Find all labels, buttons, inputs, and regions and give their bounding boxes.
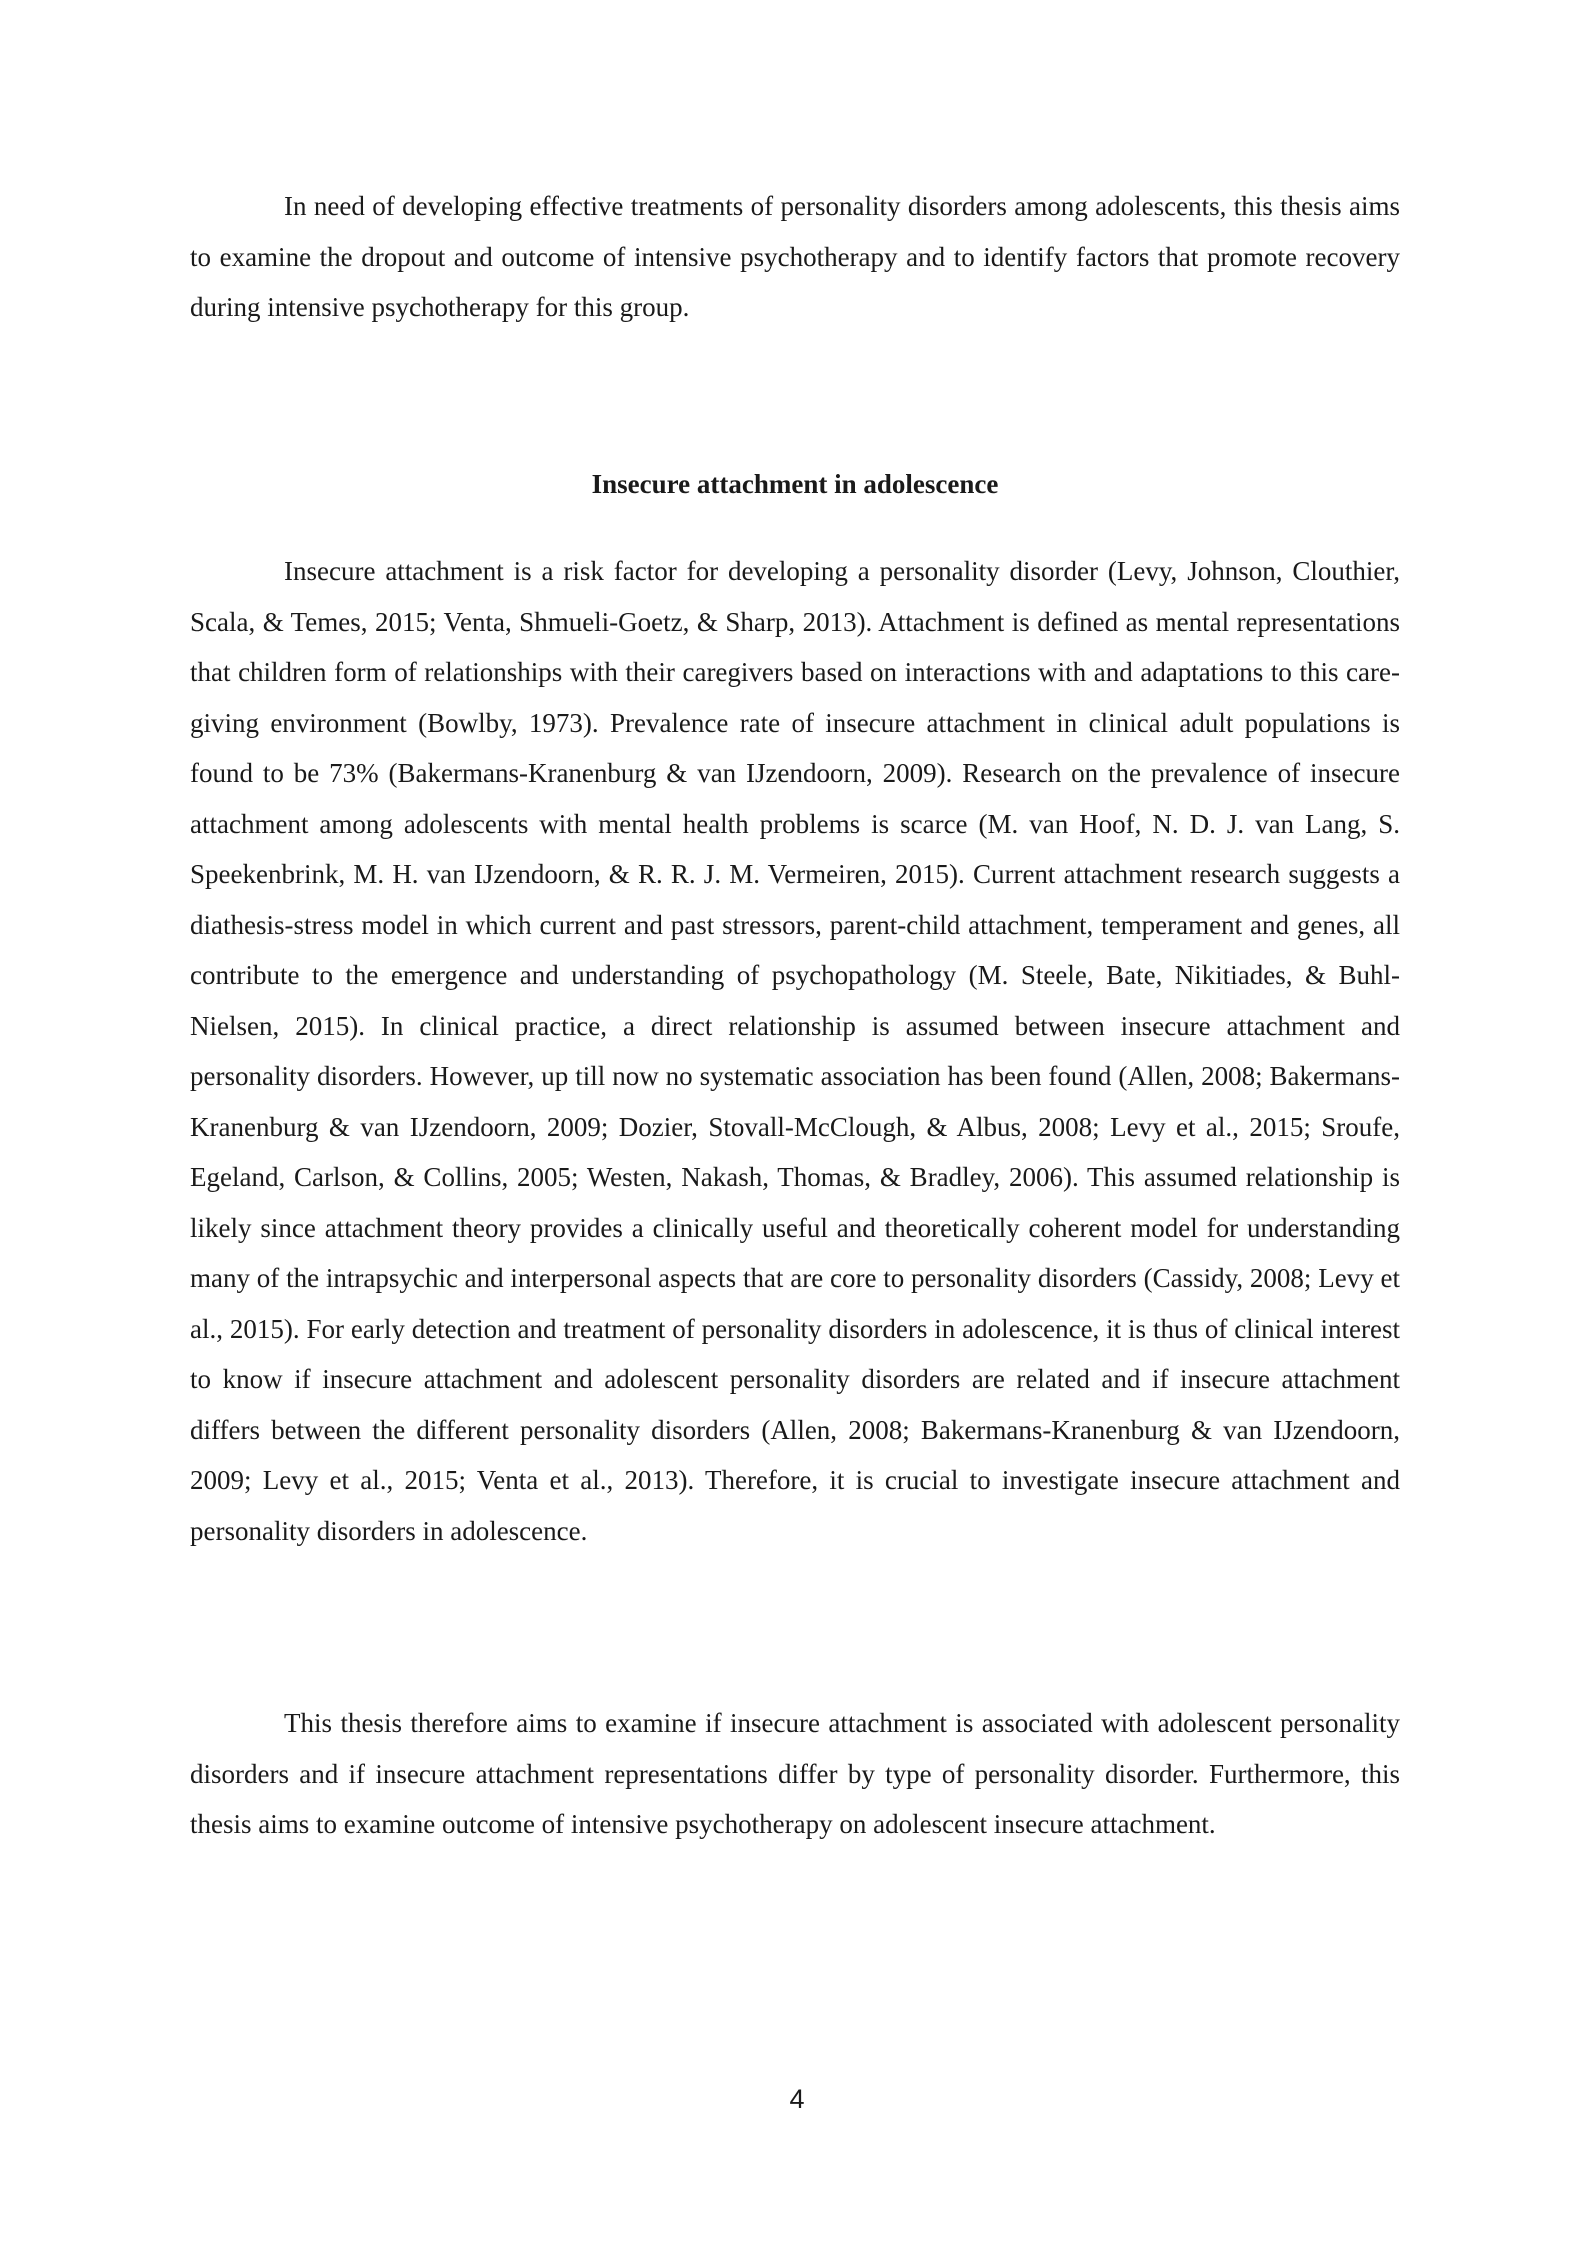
intro-paragraph: In need of developing effective treatments of personality disorders among adolescents, this thesis aims to examine the dropout and outcome of intensive psychotherapy and to identify factors that promote recovery during intensive psychotherapy for this group. xyxy=(190,191,1400,322)
section-heading: Insecure attachment in adolescence xyxy=(591,469,999,499)
page-number: 4 xyxy=(789,2084,805,2114)
attachment-paragraph-block xyxy=(190,546,1400,1556)
attachment-paragraph: Insecure attachment is a risk factor for developing a personality disorder (Levy, Johnson, Clouthier, Scala, & Temes, 2015; Venta, Shmueli-Goetz, & Sharp, 2013). Attachment is defined as mental representations that children form of relationships with their caregivers based on interactions with and adaptations to this care-giving environment (Bowlby, 1973). Prevalence rate of insecure attachment in clinical adult populations is found to be 73% (Bakermans-Kranenburg & van IJzendoorn, 2009). Research on the prevalence of insecure attachment among adolescents with mental health problems is scarce (M. van Hoof, N. D. J. van Lang, S. Speekenbrink, M. H. van IJzendoorn, & R. R. J. M. Vermeiren, 2015). Current attachment research suggests a diathesis-stress model in which current and past stressors, parent-child attachment, temperament and genes, all contribute to the emergence and understanding of psychopathology (M. Steele, Bate, Nikitiades, & Buhl-Nielsen, 2015). In clinical practice, a direct relationship is assumed between insecure attachment and personality disorders. However, up till now no systematic association has been found (Allen, 2008; Bakermans-Kranenburg & van IJzendoorn, 2009; Dozier, Stovall-McClough, & Albus, 2008; Levy et al., 2015; Sroufe, Egeland, Carlson, & Collins, 2005; Westen, Nakash, Thomas, & Bradley, 2006). This assumed relationship is likely since attachment theory provides a clinically useful and theoretically coherent model for understanding many of the intrapsychic and interpersonal aspects that are core to personality disorders (Cassidy, 2008; Levy et al., 2015). For early detection and treatment of personality disorders in adolescence, it is thus of clinical interest to know if insecure attachment and adolescent personality disorders are related and if insecure attachment differs between the different personality disorders (Allen, 2008; Bakermans-Kranenburg & van IJzendoorn, 2009; Levy et al., 2015; Venta et al., 2013). Therefore, it is crucial to investigate insecure attachment and personality disorders in adolescence. xyxy=(190,556,1400,1546)
intro-paragraph-block xyxy=(190,181,1400,333)
aims-paragraph-block xyxy=(190,1698,1400,1850)
aims-paragraph: This thesis therefore aims to examine if insecure attachment is associated with adolescent personality disorders and if insecure attachment representations differ by type of personality disorder. Furthermore, this thesis aims to examine outcome of intensive psychotherapy on adolescent insecure attachment. xyxy=(190,1708,1400,1839)
